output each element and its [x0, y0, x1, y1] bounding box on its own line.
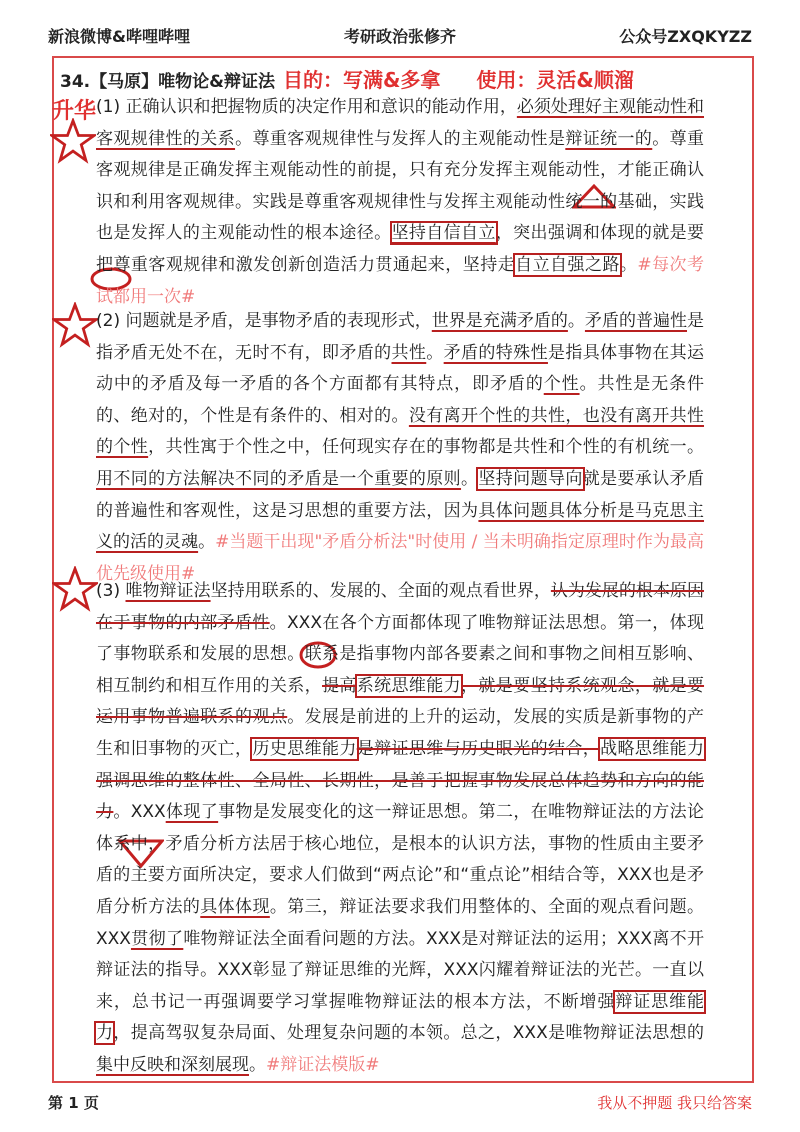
question-title: [60, 64, 634, 93]
p3-text: 事物是发展变化的这一辩证思想。第二，在唯物辩证法的方法论体系中，矛盾分析方法居于核心地位，是根本的认识方法，事物的性质由主要矛盾的主要方面所决定，要求人们做到“两点论”和“重点论”相结合等，XXX也是矛盾分析方法的: [96, 802, 705, 917]
paragraph-1: [96, 92, 704, 313]
p3-boxed: 战略思维能力: [600, 738, 705, 759]
p2-text: (2) 问题就是矛盾，是事物矛盾的表现形式，: [96, 311, 432, 331]
p2-text: 。: [567, 311, 585, 331]
p2-underline: 矛盾的普遍性: [584, 311, 688, 331]
p2-note: #当题干出现"矛盾分析法"时使用 / 当未明确指定原理时作为最高优先级使用#: [96, 532, 704, 584]
p3-strike: 提高: [321, 675, 357, 696]
paragraph-2: [96, 306, 704, 590]
question-label: 34.【马原】唯物论&辩证法: [60, 72, 275, 92]
page-number: 第 1 页: [48, 1094, 99, 1112]
p1-boxed: 坚持自信自立: [391, 223, 496, 244]
p3-underline: 贯彻了: [130, 928, 184, 949]
p2-text: 。: [461, 468, 479, 489]
p3-text: 。发展是前进的上升的运动，发展的实质是新事物的产生和旧事物的灭亡，: [96, 707, 705, 759]
p3-underline: 体现了: [165, 802, 219, 823]
purpose-annotation: 目的：写满&多拿: [282, 68, 441, 92]
p3-text: 。XXX: [113, 802, 166, 823]
p3-text: ，提高驾驭复杂局面、处理复杂问题的本领。总之，XXX是唯物辩证法思想的: [113, 1023, 705, 1044]
p1-underline: 辩证统一的: [565, 128, 653, 149]
p1-boxed: 自立自强之路: [515, 254, 620, 275]
paragraph-3: [96, 576, 704, 1082]
p3-strike: 认为发展的根本原因在于事物的内部矛盾性: [96, 581, 705, 633]
p3-text: 。第三，辩证法要求我们用整体的、全面的观点看问题。XXX: [96, 896, 705, 949]
star-icon: [52, 566, 98, 612]
p2-text: 。: [198, 532, 216, 553]
header-left: 新浪微博&哔哩哔哩: [48, 27, 190, 46]
upgrade-annotation: 升华: [52, 99, 97, 124]
p2-underline: 没有离开个性的共性，也没有离开共性的个性: [96, 405, 705, 458]
p1-text: 。尊重客观规律性与发挥人的主观能动性是: [235, 128, 566, 149]
p3-text: 坚持用联系的、发展的、全面的观点看世界，: [210, 581, 551, 601]
p3-text: 。XXX在各个方面都体现了唯物辩证法思想。第一，体现了事物联系和发展的思想。联系是指事物内部各要素之间和事物之间相互影响、相互制约和相互作用的关系，: [96, 612, 705, 696]
p2-text: 。: [426, 342, 444, 363]
p2-boxed: 坚持问题导向: [478, 468, 583, 489]
p3-boxed: 辩证思维能力: [96, 991, 705, 1044]
p1-note: #每次考试都用一次#: [96, 254, 705, 307]
star-icon: [50, 118, 96, 164]
footer-slogan: 我从不押题 我只给答案: [597, 1094, 752, 1112]
p2-underline: 用不同的方法解决不同的矛盾是一个重要的原则: [96, 468, 462, 489]
p3-note: #辩证法模版#: [266, 1054, 380, 1075]
header-right: 公众号ZXQKYZZ: [619, 27, 752, 46]
p3-text: (3): [96, 581, 126, 601]
p3-strike: 是辩证思维与历史眼光的结合，: [356, 738, 601, 759]
p3-boxed: 系统思维能力: [356, 675, 462, 696]
p2-underline: 具体问题具体分析是马克思主义的活的灵魂: [96, 500, 705, 553]
p2-text: 。共性是无条件的、绝对的，个性是有条件的、相对的。: [96, 374, 705, 426]
star-icon: [52, 302, 98, 348]
p2-underline: 共性: [391, 342, 427, 363]
p3-text: 。: [249, 1054, 266, 1075]
p3-boxed: 历史思维能力: [252, 738, 357, 759]
p2-text: 是指具体事物在其运动中的矛盾及每一矛盾的各个方面都有其特点，即矛盾的: [96, 342, 705, 395]
p3-strike: ，就是要坚持系统观念，就是要运用事物普遍联系的观点: [96, 675, 705, 728]
p2-underline: 矛盾的特殊性: [443, 342, 548, 363]
p3-underline: 具体体现: [200, 896, 270, 917]
p2-text: 就是要承认矛盾的普遍性和客观性，这是习思想的重要方法，因为: [96, 468, 705, 521]
p1-text: ，突出强调和体现的就是要把尊重客观规律和激发创新创造活力贯通起来，坚持走: [96, 223, 705, 275]
p2-text: ，共性寓于个性之中，任何现实存在的事物都是共性和个性的有机统一。: [148, 437, 705, 458]
usage-annotation: 使用：灵活&顺溜: [476, 68, 634, 92]
p3-underline: 唯物辩证法: [125, 581, 211, 601]
p3-text: 唯物辩证法全面看问题的方法。XXX是对辩证法的运用；XXX离不开辩证法的指导。XXX彰显了辩证思维的光辉，XXX闪耀着辩证法的光芒。一直以来，总书记一再强调要学习掌握唯物辩证法的根本方法，不断增强: [96, 928, 705, 1012]
p1-text: 。: [619, 254, 638, 275]
p1-text: (1) 正确认识和把握物质的决定作用和意识的能动作用，: [96, 97, 517, 117]
p1-text: 。尊重客观规律是正确发挥主观能动性的前提，只有充分发挥主观能动性，才能正确认识和利用客观规律。实践是尊重客观规律性与发挥主观能动性统一的基础，实践也是发挥人的主观能动性的根本途径。: [96, 128, 705, 244]
p3-strike: 强调思维的整体性、全局性、长期性，是善于把握事物发展总体趋势和方向的能力: [96, 770, 704, 823]
p1-underline: 必须处理好主观能动性和客观规律性的关系: [96, 97, 705, 149]
p2-underline: 世界是充满矛盾的: [431, 311, 568, 331]
header-center: 考研政治张修齐: [343, 27, 456, 46]
p3-underline: 集中反映和深刻展现: [96, 1054, 249, 1075]
p2-text: 是指矛盾无处不在，无时不有，即矛盾的: [96, 311, 705, 363]
p2-underline: 个性: [543, 374, 580, 395]
